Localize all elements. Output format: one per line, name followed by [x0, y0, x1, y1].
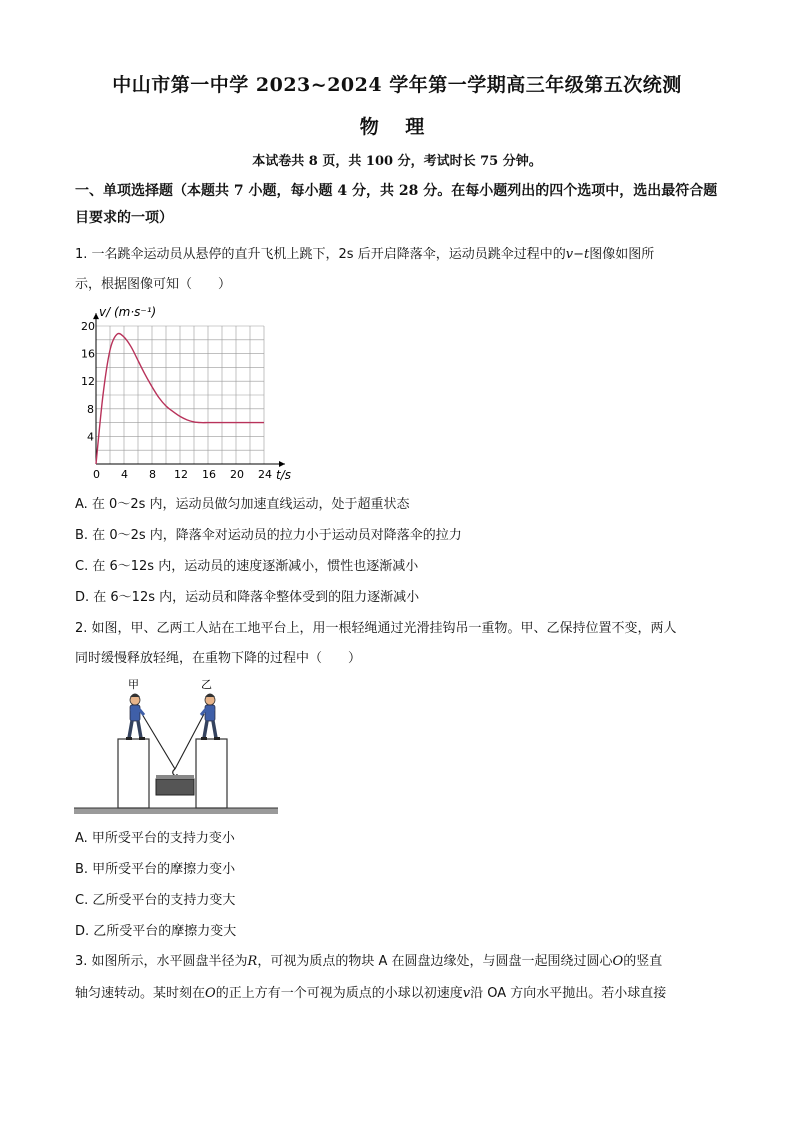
x-axis-arrow [279, 461, 285, 467]
q2-stem [75, 614, 725, 674]
exam-info: 本试卷共 8 页，共 100 分，考试时长 75 分钟。 [252, 154, 542, 169]
q3-var-O2: O [205, 986, 216, 1001]
q3-line1-b: ，可视为质点的物块 A 在圆盘边缘处，与圆盘一起围绕过圆心 [257, 954, 613, 969]
q1-stem-b: 图像如图所 [589, 247, 655, 262]
workers-figure [72, 676, 282, 821]
x-tick-label: 8 [149, 468, 156, 481]
q1-option-c: C. 在 6～12s 内，运动员的速度逐渐减小，惯性也逐渐减小 [75, 559, 419, 574]
q2-option-c: C. 乙所受平台的支持力变大 [75, 893, 236, 908]
chart-x-label: t/s [276, 468, 291, 482]
x-tick-label: 20 [230, 468, 244, 481]
q1-option-a: A. 在 0～2s 内，运动员做匀加速直线运动，处于超重状态 [75, 497, 410, 512]
y-tick-label: 12 [81, 375, 95, 389]
x-tick-label: 4 [121, 468, 128, 481]
q2-stem-b: 同时缓慢释放轻绳，在重物下降的过程中（ ） [75, 651, 362, 666]
q1-stem [75, 240, 725, 300]
q3-line2-b: 的正上方有一个可视为质点的小球以初速度 [215, 986, 463, 1001]
chart-y-label: v/ (m·s⁻¹) [99, 305, 157, 319]
ground [74, 808, 278, 814]
label-yi: 乙 [201, 678, 212, 691]
q2-option-a: A. 甲所受平台的支持力变小 [75, 831, 235, 846]
q3-var-v: v [462, 986, 471, 1001]
q3-line2-c: 沿 OA 方向水平抛出。若小球直接 [470, 986, 667, 1001]
y-tick-label: 16 [81, 347, 95, 361]
q3-var-O: O [612, 954, 624, 969]
q2-option-b: B. 甲所受平台的摩擦力变小 [75, 862, 236, 877]
chart-grid [96, 326, 264, 464]
label-jia: 甲 [128, 678, 139, 691]
chart-ticks [81, 320, 272, 481]
platform-right [196, 739, 227, 808]
q1-stem-var: v−t [565, 247, 590, 262]
x-tick-label: 16 [202, 468, 216, 481]
subject-title: 物 理 [359, 116, 435, 138]
q1-stem-c: 示，根据图像可知（ ） [75, 277, 232, 292]
q3-var-R: R [247, 954, 258, 969]
q1-stem-a: 1. 一名跳伞运动员从悬停的直升飞机上跳下，2s 后开启降落伞，运动员跳伞过程中的 [75, 247, 566, 262]
exam-title: 中山市第一中学 2023~2024 学年第一学期高三年级第五次统测 [112, 74, 682, 96]
q3-line2-a: 轴匀速转动。某时刻在 [75, 986, 206, 1001]
weight-block [156, 779, 194, 795]
chart-axes [93, 313, 285, 467]
y-tick-label: 4 [87, 430, 94, 444]
y-tick-label: 8 [87, 402, 94, 416]
x-tick-label: 0 [93, 468, 100, 481]
section-heading: 一、单项选择题（本题共 7 小题，每小题 4 分，共 28 分。在每小题列出的四个选项中，选出最符合题目要求的一项） [75, 183, 718, 226]
q3-line1-c: 的竖直 [623, 954, 663, 969]
q1-option-b: B. 在 0～2s 内，降落伞对运动员的拉力小于运动员对降落伞的拉力 [75, 528, 462, 543]
platform-left [118, 739, 149, 808]
x-tick-label: 12 [174, 468, 188, 481]
x-tick-label: 24 [258, 468, 272, 481]
q3-stem [75, 946, 725, 1010]
q2-option-d: D. 乙所受平台的摩擦力变大 [75, 924, 237, 939]
y-tick-label: 20 [81, 320, 95, 333]
vt-chart [75, 298, 305, 488]
q1-option-d: D. 在 6～12s 内，运动员和降落伞整体受到的阻力逐渐减小 [75, 590, 420, 605]
q2-stem-a: 2. 如图，甲、乙两工人站在工地平台上，用一根轻绳通过光滑挂钩吊一重物。甲、乙保持位置不变，两人 [75, 621, 677, 636]
worker-yi [201, 694, 220, 741]
worker-jia [126, 694, 145, 741]
q3-line1-a: 3. 如图所示，水平圆盘半径为 [75, 954, 248, 969]
